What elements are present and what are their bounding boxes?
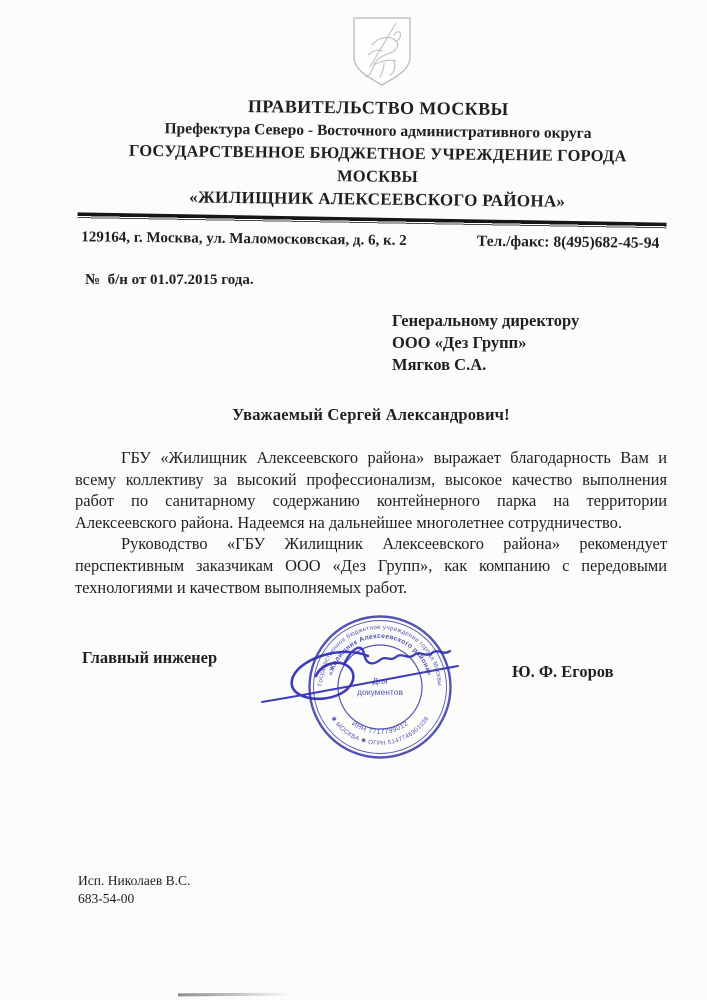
- moscow-coat-of-arms-icon: [350, 14, 414, 90]
- letter-body: [75, 447, 667, 598]
- org-prefecture-line: Префектура Северо - Восточного административного округа: [164, 120, 592, 143]
- body-paragraph-1: ГБУ «Жилищник Алексеевского района» выражает благодарность Вам и всему коллективу за высокий профессионализм, высокое качество выполнения работ по санитарному содержанию контейнерного парка на территории Алексеевского района. Надеемся на дальнейшее многолетнее сотрудничество.: [75, 448, 667, 532]
- stamp-ring1-bottom-text: ✱ МОСКВА ✱ ОГРН 5147746301036: [329, 715, 431, 748]
- recipient-name: Мягков С.А.: [392, 355, 487, 374]
- handwritten-signature: [252, 623, 472, 726]
- org-name-line: «ЖИЛИЩНИК АЛЕКСЕЕВСКОГО РАЙОНА»: [189, 187, 566, 211]
- signer-name: Ю. Ф. Егоров: [512, 662, 614, 681]
- salutation-line: Уважаемый Сергей Александрович!: [232, 405, 510, 424]
- stamp-ring2-top-text: «Жилищник Алексеевского района»: [327, 632, 433, 677]
- executor-phone: 683-54-00: [78, 891, 135, 906]
- letterhead-section: [0, 0, 707, 252]
- letterhead-text: [64, 92, 692, 214]
- recipient-company: ООО «Дез Групп»: [392, 333, 527, 352]
- executor-block: [78, 872, 190, 908]
- recipient-block: [392, 310, 579, 376]
- signer-position-title: Главный инженер: [82, 648, 218, 667]
- contact-row: [81, 228, 659, 253]
- scan-edge-artifact: [178, 993, 290, 996]
- stamp-ring2-bottom-text: ИНН 7717799012: [350, 720, 410, 737]
- org-institution-line: ГОСУДАРСТВЕННОЕ БЮДЖЕТНОЕ УЧРЕЖДЕНИЕ ГОРОДА: [128, 140, 627, 166]
- reference-number-line: № б/н от 01.07.2015 года.: [85, 272, 254, 288]
- org-phone-fax: Тел./факс: 8(495)682-45-94: [476, 232, 660, 252]
- body-paragraph-2: Руководство «ГБУ Жилищник Алексеевского района» рекомендует перспективным заказчикам ООО «Дез Групп», как компанию с передовыми технологиями и качеством выполняемых работ.: [75, 534, 667, 597]
- letterhead-divider-rule: [77, 212, 666, 229]
- recipient-position: Генеральному директору: [392, 311, 580, 330]
- stamp-center-line1: Для: [372, 676, 388, 686]
- stamp-center-line2: документов: [357, 687, 403, 697]
- stamp-ring1-top-text: Государственное бюджетное учреждение города Москвы: [316, 623, 444, 687]
- executor-name: Исп. Николаев В.С.: [78, 873, 191, 888]
- org-government-line: ПРАВИТЕЛЬСТВО МОСКВЫ: [247, 96, 509, 120]
- org-city-line: МОСКВЫ: [336, 165, 419, 186]
- org-postal-address: 129164, г. Москва, ул. Маломосковская, д. 6, к. 2: [81, 229, 407, 249]
